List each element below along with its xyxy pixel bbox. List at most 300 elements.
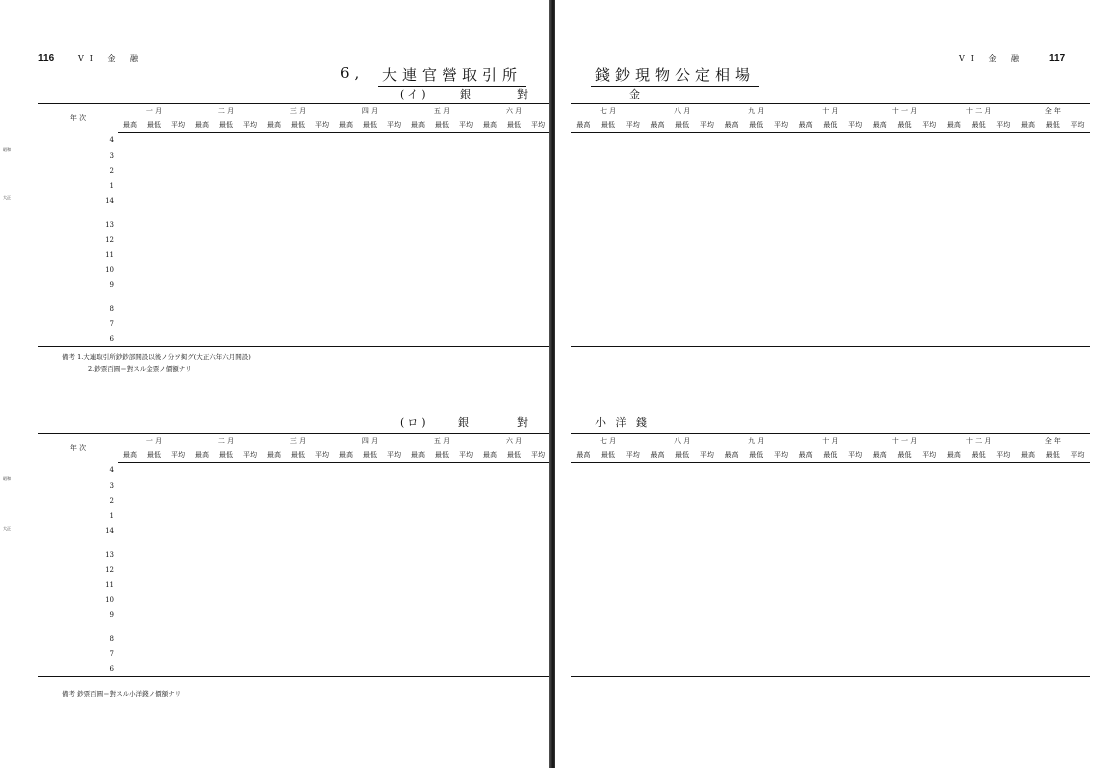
- sub-header: 最高: [478, 118, 502, 133]
- value-cell: [1065, 478, 1090, 493]
- value-cell: [526, 301, 550, 316]
- value-cell: [502, 523, 526, 538]
- value-cell: [358, 592, 382, 607]
- spacer-cell: [571, 292, 1090, 301]
- value-cell: [166, 607, 190, 622]
- value-cell: [670, 178, 695, 193]
- sub-header: 最低: [286, 448, 310, 463]
- value-cell: [190, 331, 214, 347]
- value-cell: [334, 493, 358, 508]
- value-cell: [286, 523, 310, 538]
- value-cell: [382, 607, 406, 622]
- value-cell: [843, 277, 868, 292]
- sub-header: 平均: [769, 118, 794, 133]
- section-title: 錢鈔現物公定相場: [591, 64, 759, 87]
- value-cell: [406, 592, 430, 607]
- value-cell: [769, 661, 794, 677]
- value-cell: [478, 148, 502, 163]
- page-number: 116: [38, 53, 55, 64]
- year-label: 4: [109, 136, 114, 145]
- value-cell: [843, 661, 868, 677]
- value-cell: [382, 301, 406, 316]
- value-cell: [966, 631, 991, 646]
- value-cell: [571, 661, 596, 677]
- value-cell: [214, 262, 238, 277]
- value-cell: [262, 547, 286, 562]
- sub-header: 最低: [502, 448, 526, 463]
- value-cell: [917, 133, 942, 149]
- value-cell: [262, 661, 286, 677]
- table-row: [571, 331, 1090, 347]
- value-cell: [620, 331, 645, 347]
- value-cell: [286, 301, 310, 316]
- value-cell: [358, 247, 382, 262]
- value-cell: [526, 232, 550, 247]
- sub-header: 最高: [942, 118, 967, 133]
- value-cell: [406, 478, 430, 493]
- value-cell: [793, 463, 818, 479]
- value-cell: [478, 178, 502, 193]
- value-cell: [620, 493, 645, 508]
- value-cell: [166, 562, 190, 577]
- value-cell: [942, 661, 967, 677]
- value-cell: [406, 163, 430, 178]
- value-cell: [620, 178, 645, 193]
- value-cell: [238, 193, 262, 208]
- spacer-cell: [38, 538, 550, 547]
- value-cell: [571, 577, 596, 592]
- value-cell: [769, 316, 794, 331]
- value-cell: [744, 478, 769, 493]
- value-cell: [744, 316, 769, 331]
- year-label: 9: [109, 280, 114, 289]
- value-cell: [818, 493, 843, 508]
- value-cell: [719, 592, 744, 607]
- value-cell: [142, 646, 166, 661]
- value-cell: [502, 592, 526, 607]
- value-cell: [430, 178, 454, 193]
- value-cell: [334, 247, 358, 262]
- sub-header: 最低: [430, 118, 454, 133]
- table-row: [38, 577, 550, 592]
- value-cell: [966, 592, 991, 607]
- value-cell: [695, 562, 720, 577]
- value-cell: [670, 331, 695, 347]
- value-cell: [430, 547, 454, 562]
- value-cell: [645, 562, 670, 577]
- value-cell: [744, 217, 769, 232]
- value-cell: [719, 316, 744, 331]
- value-cell: [719, 493, 744, 508]
- value-cell: [695, 217, 720, 232]
- value-cell: [596, 607, 621, 622]
- value-cell: [620, 193, 645, 208]
- sub-header: 最高: [190, 118, 214, 133]
- value-cell: [892, 148, 917, 163]
- value-cell: [942, 523, 967, 538]
- value-cell: [286, 193, 310, 208]
- value-cell: [991, 232, 1016, 247]
- value-cell: [769, 217, 794, 232]
- value-cell: [991, 493, 1016, 508]
- value-cell: [118, 133, 142, 149]
- sub-header: 平均: [620, 118, 645, 133]
- value-cell: [238, 508, 262, 523]
- value-cell: [334, 193, 358, 208]
- value-cell: [190, 193, 214, 208]
- value-cell: [430, 646, 454, 661]
- value-cell: [793, 661, 818, 677]
- value-cell: [867, 523, 892, 538]
- value-cell: [406, 178, 430, 193]
- value-cell: [526, 277, 550, 292]
- value-cell: [917, 262, 942, 277]
- value-cell: [166, 148, 190, 163]
- value-cell: [843, 631, 868, 646]
- value-cell: [142, 277, 166, 292]
- value-cell: [142, 148, 166, 163]
- table-row: [38, 508, 550, 523]
- value-cell: [917, 592, 942, 607]
- table-silver-gold-right: [571, 103, 1090, 347]
- value-cell: [596, 217, 621, 232]
- value-cell: [1065, 493, 1090, 508]
- table-row: [38, 646, 550, 661]
- value-cell: [769, 331, 794, 347]
- value-cell: [892, 646, 917, 661]
- sub-header: 最高: [190, 448, 214, 463]
- value-cell: [190, 163, 214, 178]
- value-cell: [214, 493, 238, 508]
- value-cell: [142, 661, 166, 677]
- value-cell: [966, 262, 991, 277]
- month-header: 三 月: [262, 104, 334, 119]
- value-cell: [1016, 277, 1041, 292]
- value-cell: [966, 508, 991, 523]
- value-cell: [358, 316, 382, 331]
- value-cell: [917, 661, 942, 677]
- value-cell: [818, 331, 843, 347]
- value-cell: [867, 277, 892, 292]
- value-cell: [645, 646, 670, 661]
- value-cell: [843, 463, 868, 479]
- value-cell: [454, 277, 478, 292]
- value-cell: [190, 316, 214, 331]
- value-cell: [358, 262, 382, 277]
- value-cell: [966, 277, 991, 292]
- value-cell: [430, 232, 454, 247]
- value-cell: [769, 547, 794, 562]
- value-cell: [382, 148, 406, 163]
- value-cell: [966, 178, 991, 193]
- value-cell: [190, 577, 214, 592]
- value-cell: [502, 163, 526, 178]
- value-cell: [286, 463, 310, 479]
- value-cell: [262, 178, 286, 193]
- value-cell: [526, 562, 550, 577]
- value-cell: [892, 277, 917, 292]
- value-cell: [262, 133, 286, 149]
- value-cell: [406, 148, 430, 163]
- table-row: [38, 661, 550, 677]
- value-cell: [454, 163, 478, 178]
- value-cell: [190, 277, 214, 292]
- value-cell: [454, 508, 478, 523]
- value-cell: [942, 592, 967, 607]
- value-cell: [190, 607, 214, 622]
- value-cell: [596, 493, 621, 508]
- value-cell: [214, 646, 238, 661]
- value-cell: [406, 133, 430, 149]
- value-cell: [843, 607, 868, 622]
- value-cell: [526, 523, 550, 538]
- value-cell: [286, 577, 310, 592]
- value-cell: [118, 277, 142, 292]
- value-cell: [166, 547, 190, 562]
- value-cell: [620, 646, 645, 661]
- value-cell: [818, 508, 843, 523]
- value-cell: [1065, 262, 1090, 277]
- value-cell: [1016, 577, 1041, 592]
- value-cell: [571, 478, 596, 493]
- value-cell: [867, 562, 892, 577]
- value-cell: [118, 247, 142, 262]
- value-cell: [818, 478, 843, 493]
- value-cell: [214, 277, 238, 292]
- value-cell: [502, 301, 526, 316]
- value-cell: [818, 523, 843, 538]
- table-row: [38, 493, 550, 508]
- value-cell: [645, 592, 670, 607]
- value-cell: [526, 508, 550, 523]
- value-cell: [358, 331, 382, 347]
- value-cell: [917, 523, 942, 538]
- month-header: 六 月: [478, 434, 550, 449]
- value-cell: [358, 193, 382, 208]
- value-cell: [430, 562, 454, 577]
- value-cell: [118, 607, 142, 622]
- value-cell: [286, 493, 310, 508]
- value-cell: [1016, 247, 1041, 262]
- value-cell: [526, 133, 550, 149]
- value-cell: [818, 631, 843, 646]
- value-cell: [695, 607, 720, 622]
- value-cell: [502, 493, 526, 508]
- value-cell: [843, 247, 868, 262]
- month-header: 十 月: [793, 104, 867, 119]
- value-cell: [620, 247, 645, 262]
- value-cell: [1016, 493, 1041, 508]
- value-cell: [430, 508, 454, 523]
- value-cell: [526, 247, 550, 262]
- table-row: [571, 577, 1090, 592]
- value-cell: [991, 463, 1016, 479]
- value-cell: [310, 277, 334, 292]
- value-cell: [1040, 478, 1065, 493]
- sub-header: 最低: [670, 448, 695, 463]
- table-row: [38, 478, 550, 493]
- value-cell: [892, 523, 917, 538]
- sub-header: 最高: [334, 118, 358, 133]
- value-cell: [917, 217, 942, 232]
- value-cell: [310, 661, 334, 677]
- value-cell: [645, 493, 670, 508]
- sub-header: 平均: [695, 448, 720, 463]
- value-cell: [478, 262, 502, 277]
- table-row: [38, 178, 550, 193]
- spacer-cell: [571, 208, 1090, 217]
- sub-header: 平均: [843, 448, 868, 463]
- table-silver-small-right: [571, 433, 1090, 677]
- value-cell: [670, 463, 695, 479]
- value-cell: [620, 148, 645, 163]
- value-cell: [238, 592, 262, 607]
- value-cell: [818, 562, 843, 577]
- table-row: [571, 262, 1090, 277]
- value-cell: [166, 478, 190, 493]
- month-header: 四 月: [334, 434, 406, 449]
- value-cell: [1016, 301, 1041, 316]
- table-row: [571, 463, 1090, 479]
- table-row: [571, 193, 1090, 208]
- value-cell: [744, 493, 769, 508]
- spacer-cell: [38, 208, 550, 217]
- value-cell: [744, 163, 769, 178]
- value-cell: [310, 133, 334, 149]
- value-cell: [118, 217, 142, 232]
- value-cell: [991, 508, 1016, 523]
- value-cell: [238, 301, 262, 316]
- value-cell: [769, 247, 794, 262]
- value-cell: [942, 463, 967, 479]
- value-cell: [596, 262, 621, 277]
- value-cell: [596, 661, 621, 677]
- value-cell: [1040, 247, 1065, 262]
- value-cell: [166, 301, 190, 316]
- value-cell: [430, 592, 454, 607]
- sub-header: 最低: [214, 448, 238, 463]
- value-cell: [744, 277, 769, 292]
- table-row: [571, 493, 1090, 508]
- value-cell: [719, 262, 744, 277]
- value-cell: [118, 562, 142, 577]
- value-cell: [454, 217, 478, 232]
- running-head: VI 金 融: [78, 54, 145, 63]
- value-cell: [382, 463, 406, 479]
- value-cell: [238, 178, 262, 193]
- value-cell: [1016, 547, 1041, 562]
- value-cell: [310, 301, 334, 316]
- value-cell: [892, 331, 917, 347]
- value-cell: [502, 508, 526, 523]
- value-cell: [214, 247, 238, 262]
- value-cell: [867, 163, 892, 178]
- value-cell: [892, 262, 917, 277]
- value-cell: [286, 631, 310, 646]
- value-cell: [793, 508, 818, 523]
- value-cell: [843, 646, 868, 661]
- value-cell: [695, 148, 720, 163]
- value-cell: [190, 478, 214, 493]
- value-cell: [382, 547, 406, 562]
- month-header: 二 月: [190, 434, 262, 449]
- value-cell: [620, 508, 645, 523]
- value-cell: [818, 607, 843, 622]
- value-cell: [526, 661, 550, 677]
- month-header: 五 月: [406, 104, 478, 119]
- sub-header: 最低: [286, 118, 310, 133]
- value-cell: [917, 562, 942, 577]
- value-cell: [166, 463, 190, 479]
- sub-header: 平均: [382, 448, 406, 463]
- value-cell: [571, 247, 596, 262]
- month-header: 十 一 月: [867, 104, 941, 119]
- sub-header: 最低: [818, 448, 843, 463]
- value-cell: [917, 463, 942, 479]
- value-cell: [843, 178, 868, 193]
- value-cell: [571, 277, 596, 292]
- value-cell: [238, 217, 262, 232]
- value-cell: [917, 547, 942, 562]
- value-cell: [430, 478, 454, 493]
- value-cell: [942, 217, 967, 232]
- value-cell: [942, 331, 967, 347]
- value-cell: [670, 148, 695, 163]
- value-cell: [596, 577, 621, 592]
- value-cell: [286, 562, 310, 577]
- value-cell: [670, 163, 695, 178]
- sub-header: 最低: [1040, 118, 1065, 133]
- value-cell: [843, 193, 868, 208]
- value-cell: [478, 547, 502, 562]
- value-cell: [454, 232, 478, 247]
- value-cell: [1016, 646, 1041, 661]
- value-cell: [867, 577, 892, 592]
- month-header: 三 月: [262, 434, 334, 449]
- value-cell: [695, 277, 720, 292]
- value-cell: [214, 478, 238, 493]
- value-cell: [620, 232, 645, 247]
- value-cell: [262, 301, 286, 316]
- value-cell: [719, 661, 744, 677]
- value-cell: [818, 301, 843, 316]
- value-cell: [620, 607, 645, 622]
- month-header: 十 月: [793, 434, 867, 449]
- value-cell: [286, 661, 310, 677]
- value-cell: [262, 262, 286, 277]
- note: 備考 鈔票百圓＝對スル小洋錢ノ價額ナリ: [62, 690, 182, 698]
- value-cell: [793, 607, 818, 622]
- value-cell: [719, 631, 744, 646]
- value-cell: [719, 508, 744, 523]
- month-header: 七 月: [571, 104, 645, 119]
- value-cell: [382, 592, 406, 607]
- value-cell: [502, 331, 526, 347]
- value-cell: [262, 148, 286, 163]
- value-cell: [358, 463, 382, 479]
- sub-header: 平均: [454, 448, 478, 463]
- value-cell: [744, 178, 769, 193]
- sub-header: 最低: [966, 448, 991, 463]
- value-cell: [238, 478, 262, 493]
- value-cell: [310, 463, 334, 479]
- value-cell: [571, 133, 596, 149]
- value-cell: [502, 577, 526, 592]
- table-row: [571, 163, 1090, 178]
- sub-header: 最高: [645, 448, 670, 463]
- year-label: 12: [105, 235, 114, 244]
- value-cell: [526, 178, 550, 193]
